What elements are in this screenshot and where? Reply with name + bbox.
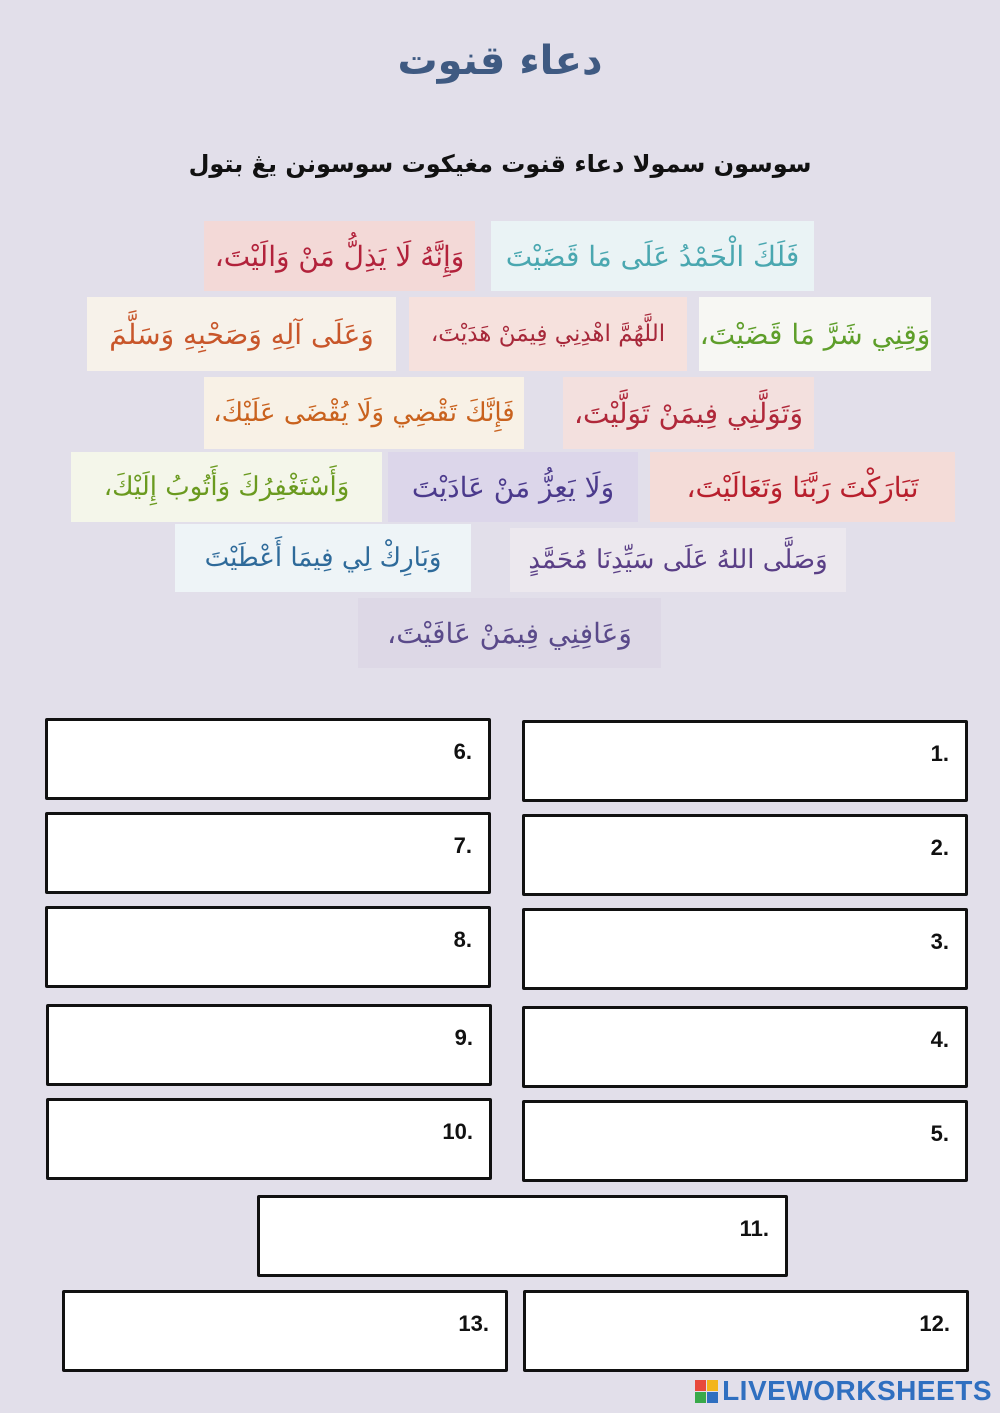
- liveworksheets-logo: [695, 1375, 992, 1407]
- box-number: 13.: [458, 1311, 489, 1336]
- brand-name: LIVEWORKSHEETS: [722, 1375, 992, 1406]
- drag-tile-10[interactable]: وَأَسْتَغْفِرُكَ وَأَتُوبُ إِلَيْكَ،: [71, 452, 382, 522]
- box-number: 11.: [739, 1216, 769, 1241]
- drag-tile-11[interactable]: وَصَلَّى اللهُ عَلَى سَيِّدِنَا مُحَمَّدٍ: [510, 528, 846, 592]
- drag-tile-6[interactable]: وَتَوَلَّنِي فِيمَنْ تَوَلَّيْتَ،: [563, 377, 814, 449]
- drag-tile-12[interactable]: وَبَارِكْ لِي فِيمَا أَعْطَيْتَ: [175, 524, 471, 592]
- drag-tile-7[interactable]: فَإِنَّكَ تَقْضِي وَلَا يُقْضَى عَلَيْكَ،: [204, 377, 524, 449]
- drag-tile-1[interactable]: فَلَكَ الْحَمْدُ عَلَى مَا قَضَيْتَ: [491, 221, 814, 291]
- answer-box-7[interactable]: [45, 812, 491, 894]
- box-number: 2.: [930, 835, 949, 860]
- box-number: 3.: [930, 929, 949, 954]
- box-number: 10.: [442, 1119, 473, 1144]
- drag-tile-4[interactable]: اللَّهُمَّ اهْدِنِي فِيمَنْ هَدَيْتَ،: [409, 297, 687, 371]
- answer-box-6[interactable]: [45, 718, 491, 800]
- box-number: 1.: [930, 741, 949, 766]
- drag-tile-8[interactable]: تَبَارَكْتَ رَبَّنَا وَتَعَالَيْتَ،: [650, 452, 955, 522]
- box-number: 5.: [930, 1121, 949, 1146]
- box-number: 9.: [454, 1025, 473, 1050]
- box-number: 4.: [930, 1027, 949, 1052]
- answer-box-10[interactable]: [46, 1098, 492, 1180]
- brand-logo-icon: [695, 1380, 718, 1403]
- answer-box-11[interactable]: [257, 1195, 788, 1277]
- drag-tile-3[interactable]: وَقِنِي شَرَّ مَا قَضَيْتَ،: [699, 297, 931, 371]
- box-number: 12.: [919, 1311, 950, 1336]
- answer-box-3[interactable]: [522, 908, 968, 990]
- answer-box-8[interactable]: [45, 906, 491, 988]
- answer-box-4[interactable]: [522, 1006, 968, 1088]
- box-number: 7.: [453, 833, 472, 858]
- answer-box-13[interactable]: [62, 1290, 508, 1372]
- instruction-text: سوسون سمولا دعاء قنوت مغيكوت سوسونن يڠ بتول: [188, 150, 812, 178]
- box-number: 6.: [453, 739, 472, 764]
- answer-box-9[interactable]: [46, 1004, 492, 1086]
- drag-tile-13[interactable]: وَعَافِنِي فِيمَنْ عَافَيْتَ،: [358, 598, 661, 668]
- answer-box-1[interactable]: [522, 720, 968, 802]
- answer-box-5[interactable]: [522, 1100, 968, 1182]
- box-number: 8.: [453, 927, 472, 952]
- answer-box-12[interactable]: [523, 1290, 969, 1372]
- drag-tile-5[interactable]: وَعَلَى آلِهِ وَصَحْبِهِ وَسَلَّمَ: [87, 297, 396, 371]
- answer-box-2[interactable]: [522, 814, 968, 896]
- drag-tile-2[interactable]: وَإِنَّهُ لَا يَذِلُّ مَنْ وَالَيْتَ،: [204, 221, 475, 291]
- drag-tile-9[interactable]: وَلَا يَعِزُّ مَنْ عَادَيْتَ: [388, 452, 638, 522]
- page-title: دعاء قنوت: [397, 38, 603, 84]
